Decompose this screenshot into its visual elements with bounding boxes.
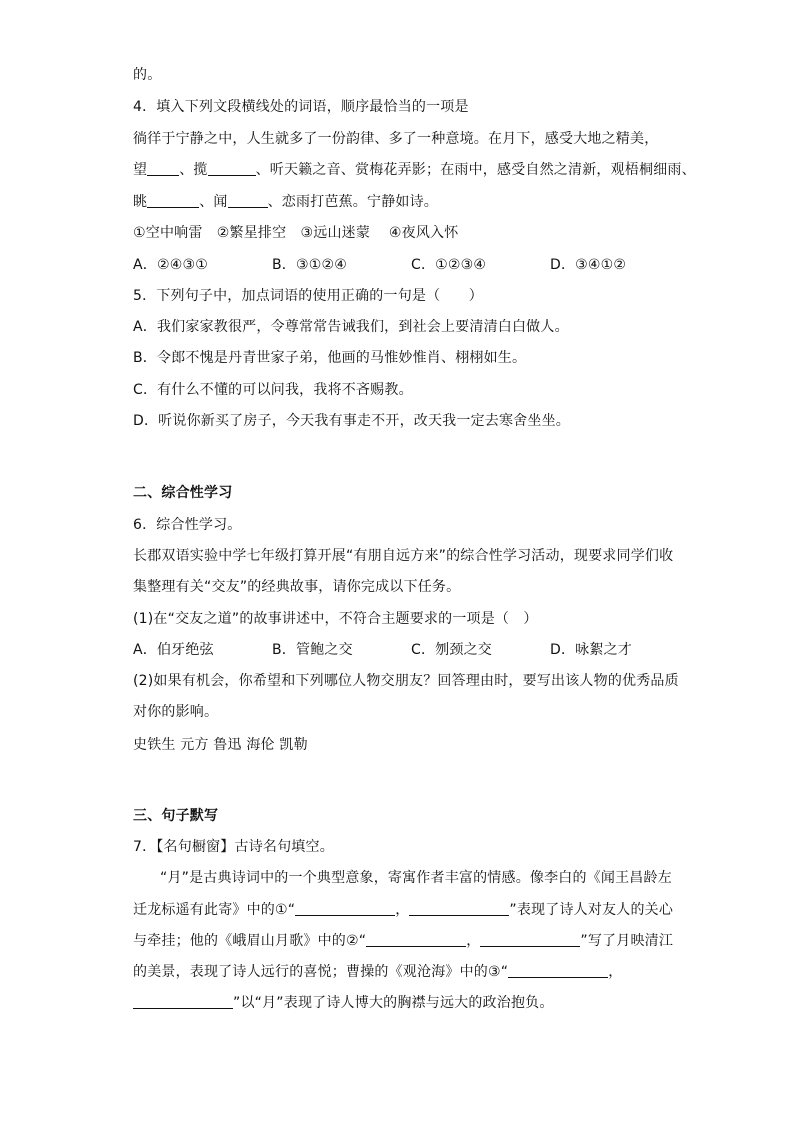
section-2-title: 二、综合性学习 [133,485,233,501]
q5-stem: 5．下列句子中，加点词语的使用正确的一句是（ ） [133,288,483,304]
section-3-title: 三、句子默写 [133,808,219,824]
q7-blank-2a[interactable] [366,932,466,947]
q7-passage-line-2 [133,900,673,920]
top-fragment: 的。 [133,67,162,83]
q5-option-d[interactable]: D．听说你新买了房子，今天我有事走不开，改天我一定去寒舍坐坐。 [133,413,570,429]
q7-blank-1a[interactable] [295,901,395,916]
q7-text: ”写了月映清江 [580,933,674,949]
q7-passage-line-3 [133,931,673,951]
q4-text: 、恋雨打芭蕉。宁静如诗。 [267,194,439,210]
q4-passage-line-1: 徜徉于宁静之中，人生就多了一份韵律、多了一种意境。在月下，感受大地之精美， [133,131,659,147]
q5-option-a[interactable]: A．我们家家教很严，令尊常常告诫我们，到社会上要清清白白做人。 [133,319,569,335]
q6-option-b[interactable]: B．管鲍之交 [272,642,353,658]
q4-blank-2[interactable] [208,161,256,176]
q6-intro-line-1: 长郡双语实验中学七年级打算开展“有朋自远方来”的综合性学习活动，现要求同学们收 [133,548,674,564]
q5-option-c[interactable]: C．有什么不懂的可以问我，我将不吝赐教。 [133,382,413,398]
q7-text: ， [608,964,623,980]
q7-text: ”以“月”表现了诗人博大的胸襟与远大的政治抱负。 [233,995,554,1011]
q6-sub-question-2-line-2: 对你的影响。 [133,704,219,720]
q7-text: ， [466,933,481,949]
q4-passage-line-3 [133,192,438,212]
q4-choices: ①空中响雷 ②繁星排空 ③远山迷蒙 ④夜风入怀 [133,225,459,241]
q6-option-d[interactable]: D．咏絮之才 [550,642,632,658]
q7-blank-3b[interactable] [133,994,233,1009]
q5-option-b[interactable]: B．令郎不愧是丹青世家子弟，他画的马惟妙惟肖、栩栩如生。 [133,350,527,366]
q4-option-b[interactable]: B．③①②④ [272,257,348,273]
q7-text: ， [395,902,410,918]
q4-text: 、闻 [199,194,228,210]
q6-intro-line-2: 集整理有关“交友”的经典故事，请你完成以下任务。 [133,579,461,595]
q7-passage-line-5 [133,993,554,1013]
q7-text: 的美景，表现了诗人远行的喜悦；曹操的《观沧海》中的③“ [133,964,509,980]
q6-sub-question-1: (1)在“交友之道”的故事讲述中，不符合主题要求的一项是（ ） [133,611,538,627]
q7-blank-2b[interactable] [480,932,580,947]
q6-person-names: 史铁生 元方 鲁迅 海伦 凯勒 [133,737,308,753]
q6-option-c[interactable]: C．刎颈之交 [411,642,492,658]
q4-text: 眺 [133,194,148,210]
q7-text: 与牵挂；他的《峨眉山月歌》中的②“ [133,933,367,949]
q4-stem: 4．填入下列文段横线处的词语，顺序最恰当的一项是 [133,99,469,115]
q4-blank-1[interactable] [147,161,179,176]
q4-blank-3[interactable] [147,193,199,208]
q7-blank-1b[interactable] [409,901,509,916]
q7-passage-line-4 [133,962,622,982]
q4-option-d[interactable]: D．③④①② [550,257,627,273]
q4-option-c[interactable]: C．①②③④ [411,257,487,273]
q7-passage-line-1: “月”是古典诗词中的一个典型意象，寄寓作者丰富的情感。像李白的《闻王昌龄左 [160,870,672,886]
q4-option-a[interactable]: A．②④③① [133,257,208,273]
q4-passage-line-2 [133,160,696,180]
q7-text: 迁龙标遥有此寄》中的①“ [133,902,296,918]
q7-text: ”表现了诗人对友人的关心 [509,902,674,918]
q4-text: 、听天籁之音、赏梅花弄影；在雨中，感受自然之清新，观梧桐细雨、 [255,162,696,178]
q4-text: 望 [133,162,148,178]
q7-stem: 7．【名句橱窗】古诗名句填空。 [133,839,334,855]
q7-blank-3a[interactable] [508,963,608,978]
q4-text: 、揽 [179,162,208,178]
q6-stem: 6．综合性学习。 [133,517,242,533]
q6-sub-question-2-line-1: (2)如果有机会，你希望和下列哪位人物交朋友？回答理由时，要写出该人物的优秀品质 [133,673,679,689]
q4-blank-4[interactable] [228,193,268,208]
q6-option-a[interactable]: A．伯牙绝弦 [133,642,214,658]
